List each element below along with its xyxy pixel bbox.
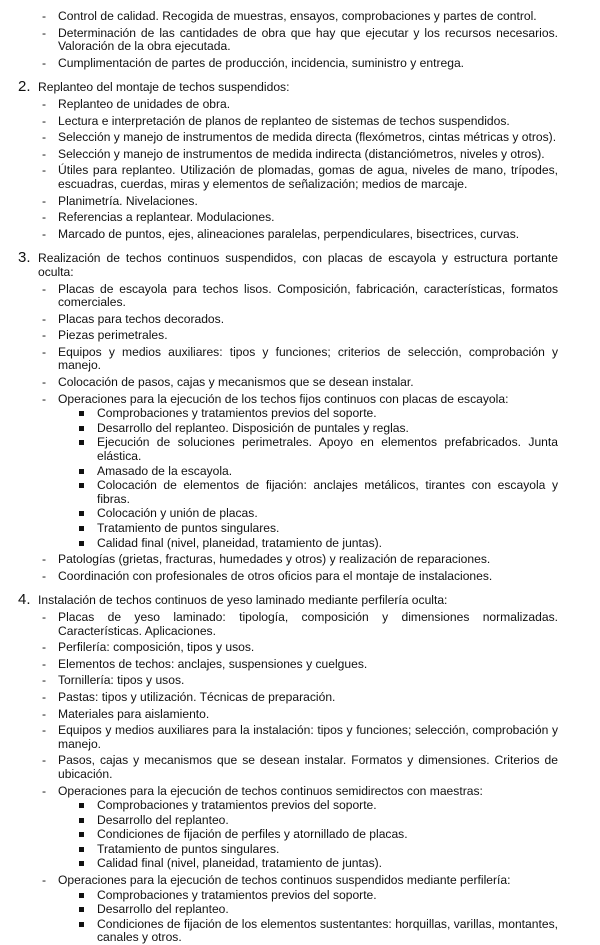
sub-list-item: Comprobaciones y tratamientos previos del soporte. [0, 889, 600, 903]
section-number: 2. [18, 78, 31, 96]
list-item: - Patologías (grietas, fracturas, humedades y otros) y realización de reparaciones. [0, 553, 600, 567]
sub-list-item: Desarrollo del replanteo. [0, 903, 600, 917]
sub-list-item: Condiciones de fijación de perfiles y atornillado de placas. [0, 828, 600, 842]
section-block [0, 591, 600, 945]
list-item: - Útiles para replanteo. Utilización de plomadas, gomas de agua, niveles de mano, trípodes, escuadras, cuerdas, miras y elementos de señalización; medios de marcaje. [0, 164, 600, 191]
sub-list-item: Condiciones de fijación de los elementos sustentantes: horquillas, varillas, montantes, canales y otros. [0, 918, 600, 945]
sub-list-item: Comprobaciones y tratamientos previos del soporte. [0, 799, 600, 813]
list-item: - Coordinación con profesionales de otros oficios para el montaje de instalaciones. [0, 570, 600, 584]
section-block [0, 249, 600, 583]
sections-container [0, 78, 600, 945]
list-item: - Equipos y medios auxiliares para la instalación: tipos y funciones; selección, comprobación y manejo. [0, 724, 600, 751]
section-title: Realización de techos continuos suspendidos, con placas de escayola y estructura portante oculta: [38, 251, 558, 279]
list-item: - Placas para techos decorados. [0, 313, 600, 327]
list-item: - Placas de escayola para techos lisos. Composición, fabricación, características, formatos comerciales. [0, 283, 600, 310]
sub-list-item: Tratamiento de puntos singulares. [0, 843, 600, 857]
intro-list [0, 10, 600, 70]
intro-list-item: - Cumplimentación de partes de producción, incidencia, suministro y entrega. [0, 57, 600, 71]
list-item: - Tornillería: tipos y usos. [0, 674, 600, 688]
list-item: - Elementos de techos: anclajes, suspensiones y cuelgues. [0, 658, 600, 672]
list-item: - Equipos y medios auxiliares: tipos y funciones; criterios de selección, comprobación y manejo. [0, 346, 600, 373]
list-item: - Replanteo de unidades de obra. [0, 98, 600, 112]
sub-list-item: Desarrollo del replanteo. [0, 814, 600, 828]
sub-list-item: Amasado de la escayola. [0, 465, 600, 479]
sub-list-item: Calidad final (nivel, planeidad, tratamiento de juntas). [0, 537, 600, 551]
list-item: - Referencias a replantear. Modulaciones. [0, 211, 600, 225]
list-item: - Colocación de pasos, cajas y mecanismos que se desean instalar. [0, 376, 600, 390]
section-title: Replanteo del montaje de techos suspendidos: [38, 80, 290, 95]
sub-list-item: Ejecución de soluciones perimetrales. Apoyo en elementos prefabricados. Junta elástica. [0, 436, 600, 463]
section-heading [0, 78, 600, 96]
sub-list-item: Comprobaciones y tratamientos previos del soporte. [0, 407, 600, 421]
section-heading [0, 591, 600, 609]
list-item: - Placas de yeso laminado: tipología, composición y dimensiones normalizadas. Características. Aplicaciones. [0, 611, 600, 638]
intro-list-item: - Control de calidad. Recogida de muestras, ensayos, comprobaciones y partes de control. [0, 10, 600, 24]
section-heading [0, 249, 600, 279]
list-item: - Perfilería: composición, tipos y usos. [0, 641, 600, 655]
sub-list-item: Colocación y unión de placas. [0, 507, 600, 521]
section-block [0, 78, 600, 241]
intro-list-item: - Determinación de las cantidades de obra que hay que ejecutar y los recursos necesarios. Valoración de la obra ejecutada. [0, 27, 600, 54]
list-item: - Pastas: tipos y utilización. Técnicas de preparación. [0, 691, 600, 705]
sub-list-item: Calidad final (nivel, planeidad, tratamiento de juntas). [0, 857, 600, 871]
list-item: - Operaciones para la ejecución de los techos fijos continuos con placas de escayola: [0, 393, 600, 407]
list-item: - Operaciones para la ejecución de techos continuos semidirectos con maestras: [0, 785, 600, 799]
list-item: - Selección y manejo de instrumentos de medida indirecta (distanciómetros, niveles y otros). [0, 148, 600, 162]
list-item: - Lectura e interpretación de planos de replanteo de sistemas de techos suspendidos. [0, 115, 600, 129]
section-number: 4. [18, 591, 31, 609]
section-number: 3. [18, 249, 31, 267]
section-title: Instalación de techos continuos de yeso laminado mediante perfilería oculta: [38, 593, 448, 608]
sub-list-item: Colocación de elementos de fijación: anclajes metálicos, tirantes con escayola y fibras. [0, 479, 600, 506]
list-item: - Operaciones para la ejecución de techos continuos suspendidos mediante perfilería: [0, 874, 600, 888]
list-item: - Materiales para aislamiento. [0, 708, 600, 722]
sub-list-item: Desarrollo del replanteo. Disposición de puntales y reglas. [0, 422, 600, 436]
list-item: - Planimetría. Nivelaciones. [0, 195, 600, 209]
list-item: - Selección y manejo de instrumentos de medida directa (flexómetros, cintas métricas y otros). [0, 131, 600, 145]
list-item: - Marcado de puntos, ejes, alineaciones paralelas, perpendiculares, bisectrices, curvas. [0, 228, 600, 242]
list-item: - Piezas perimetrales. [0, 329, 600, 343]
sub-list-item: Tratamiento de puntos singulares. [0, 522, 600, 536]
list-item: - Pasos, cajas y mecanismos que se desean instalar. Formatos y dimensiones. Criterios de ubicación. [0, 754, 600, 781]
